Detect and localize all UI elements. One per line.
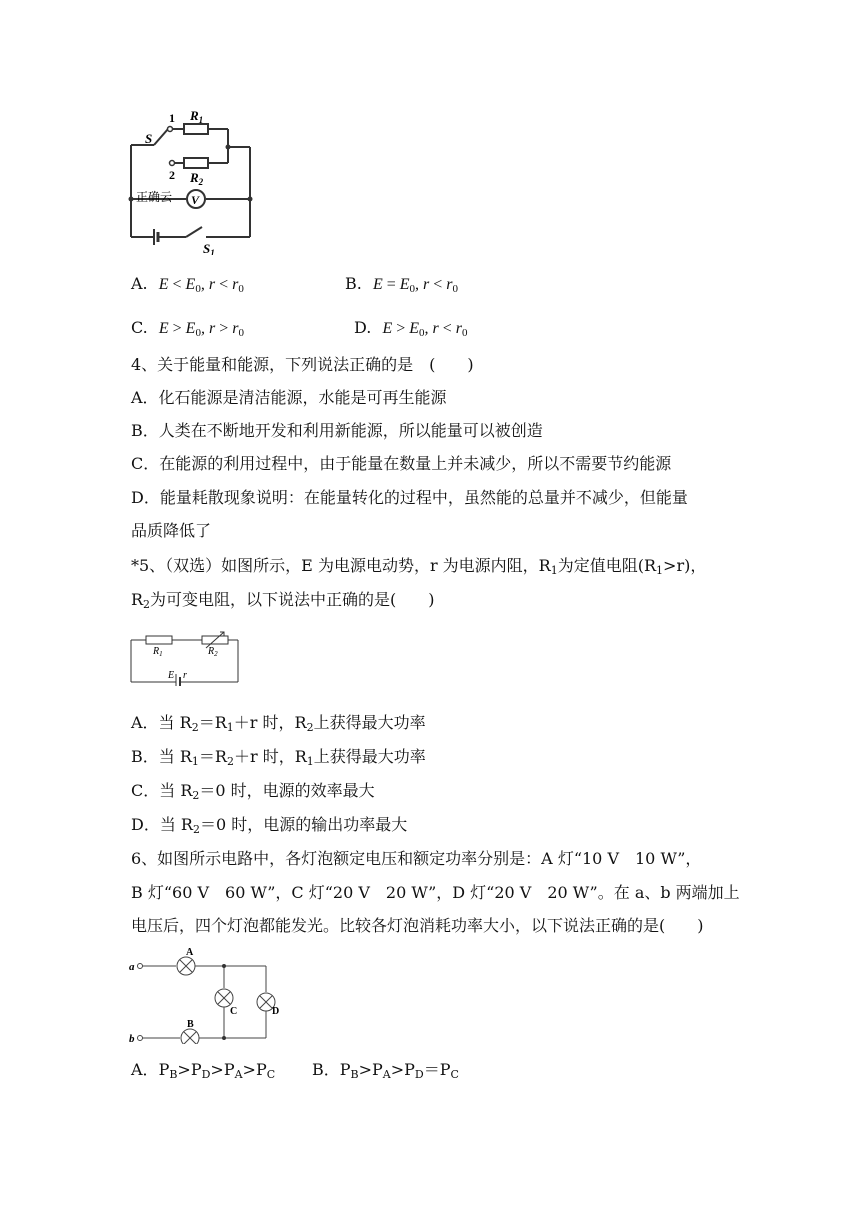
q3-label-2: 2 [169, 168, 175, 182]
q5-label-e: E [168, 670, 175, 681]
q4-option-d-cont: 品质降低了 [131, 521, 212, 540]
q3-option-a: A. $E < E_0$, $r < r_0$ [131, 274, 244, 295]
q3-option-c: C. $E > E_0$, $r > r_0$ [131, 318, 244, 339]
q3-label-r1: $R_1$ [190, 108, 204, 125]
q3-label-v: V [191, 193, 200, 207]
q4-option-a: A．化石能源是清洁能源，水能是可再生能源 [131, 388, 447, 407]
q6-label-lamp-d: D [272, 1006, 280, 1017]
q3-label-1: 1 [169, 111, 175, 125]
q3-watermark: 正确云 [136, 190, 173, 204]
q6-label-lamp-a: A [186, 947, 194, 958]
q3-option-b: B. $E = E_0$, $r < r_0$ [345, 274, 459, 295]
q6-option-b: B．$P_B>P_A>P_D=P_C$ [312, 1060, 459, 1081]
q4-option-c: C．在能源的利用过程中，由于能量在数量上并未减少，所以不需要节约能源 [131, 454, 672, 473]
q6-circuit-figure [128, 944, 288, 1044]
q5-option-b: B．当 $R_1=R_2+r$ 时，$R_1$上获得最大功率 [131, 747, 426, 768]
q4-stem: 4、关于能量和能源，下列说法正确的是 ( ) [131, 355, 474, 374]
q3-label-s1: $S_1$ [203, 241, 215, 255]
q5-label-r: r [183, 670, 187, 681]
q6-option-a: A．$P_B>P_D>P_A>P_C$ [131, 1060, 276, 1081]
q6-stem-line2: B 灯“60 V 60 W”，C 灯“20 V 20 W”，D 灯“20 V 20 W”。在 a、b 两端加上 [131, 883, 740, 902]
q5-option-d: D．当 $R_2=0$ 时，电源的输出功率最大 [131, 815, 408, 836]
q4-option-b: B．人类在不断地开发和利用新能源，所以能量可以被创造 [131, 421, 543, 440]
q3-option-d: D. $E > E_0$, $r < r_0$ [354, 318, 468, 339]
q3-label-s: S [145, 131, 153, 146]
q5-stem-line1: *5、（双选）如图所示，E 为电源电动势，r 为电源内阻，$R_1$为定值电阻$(R_1>r)$， [131, 556, 707, 577]
q6-stem-line3: 电压后，四个灯泡都能发光。比较各灯泡消耗功率大小，以下说法正确的是( ) [131, 916, 704, 935]
q5-circuit-figure [128, 630, 242, 686]
q5-label-r2: $R_2$ [208, 646, 218, 658]
q3-label-r2: $R_2$ [190, 170, 204, 187]
q6-label-b: b [129, 1033, 135, 1044]
q6-label-a: a [129, 961, 135, 973]
q5-option-a: A．当 $R_2=R_1+r$ 时，$R_2$上获得最大功率 [131, 713, 426, 734]
q5-label-r1: $R_1$ [153, 646, 163, 658]
q4-option-d: D．能量耗散现象说明：在能量转化的过程中，虽然能的总量并不减少，但能量 [131, 488, 688, 507]
q5-stem-line2: $R_2$为可变电阻，以下说法中正确的是( ) [131, 590, 435, 611]
q3-circuit-figure [126, 105, 258, 255]
q6-label-lamp-c: C [230, 1006, 238, 1017]
q6-stem-line1: 6、如图所示电路中，各灯泡额定电压和额定功率分别是：A 灯“10 V 10 W”， [131, 849, 702, 868]
q6-label-lamp-b: B [187, 1019, 194, 1030]
q5-option-c: C．当 $R_2=0$ 时，电源的效率最大 [131, 781, 375, 802]
